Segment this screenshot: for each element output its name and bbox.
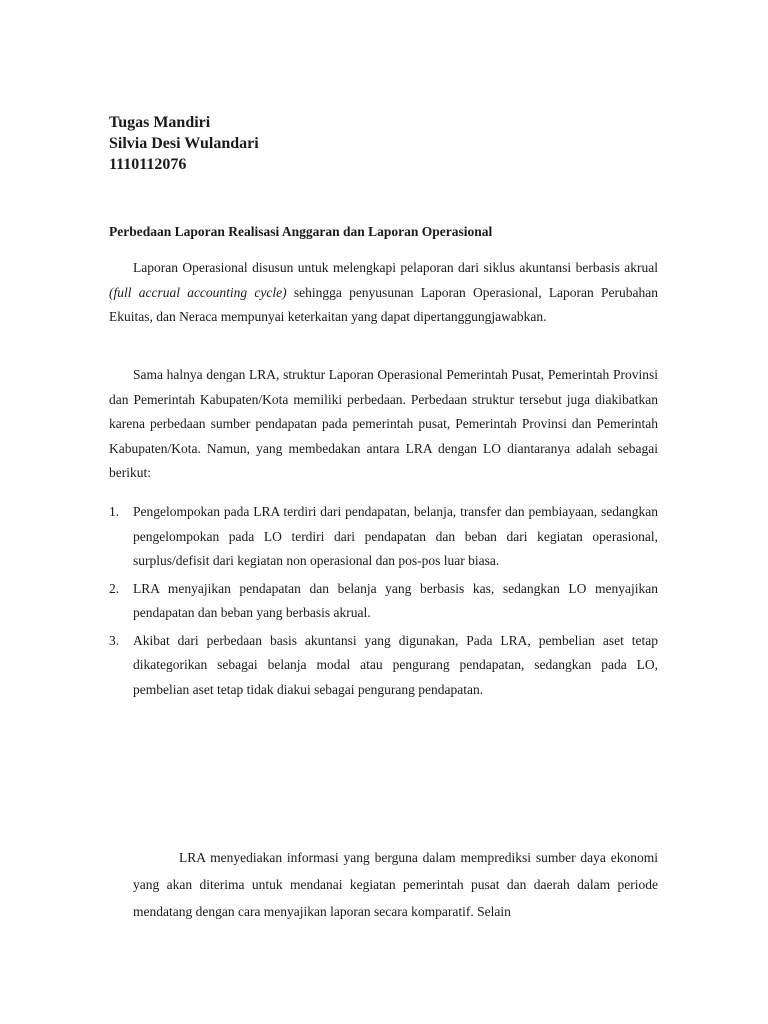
list-item-text: Pengelompokan pada LRA terdiri dari pendapatan, belanja, transfer dan pembiayaan, sedangkan pengelompokan pada LO terdiri dari pendapatan dan beban dari kegiatan operasional, surplus/defisit dari kegiatan non operasional dan pos-pos luar biasa. <box>133 504 658 568</box>
paragraph-1-text-after: sehingga penyusunan Laporan Operasional, Laporan Perubahan Ekuitas, dan Neraca mempunyai keterkaitan yang dapat dipertanggungjawabkan. <box>109 284 658 324</box>
author-name: Silvia Desi Wulandari <box>109 135 259 152</box>
paragraph-1-italic-term: (full accrual accounting cycle) <box>109 284 287 300</box>
difference-list <box>109 500 658 705</box>
document-title: Perbedaan Laporan Realisasi Anggaran dan Laporan Operasional <box>109 224 493 239</box>
paragraph-2: Sama halnya dengan LRA, struktur Laporan Operasional Pemerintah Pusat, Pemerintah Provinsi dan Pemerintah Kabupaten/Kota memiliki perbedaan. Perbedaan struktur tersebut juga diakibatkan karena perbedaan sumber pendapatan pada pemerintah pusat, Pemerintah Provinsi dan Pemerintah Kabupaten/Kota. Namun, yang membedakan antara LRA dengan LO diantaranya adalah sebagai berikut: <box>109 367 658 480</box>
list-item-number: 1. <box>109 504 120 519</box>
list-item-text: LRA menyajikan pendapatan dan belanja yang berbasis kas, sedangkan LO menyajikan pendapatan dan beban yang berbasis akrual. <box>133 580 658 620</box>
list-item <box>109 577 658 626</box>
paragraph-3: LRA menyediakan informasi yang berguna dalam memprediksi sumber daya ekonomi yang akan diterima untuk mendanai kegiatan pemerintah pusat dan daerah dalam periode mendatang dengan cara menyajikan laporan secara komparatif. Selain <box>133 850 658 919</box>
paragraph-1 <box>109 256 658 330</box>
assignment-label: Tugas Mandiri <box>109 114 211 131</box>
student-id: 1110112076 <box>109 156 187 173</box>
document-header <box>109 112 259 175</box>
list-item <box>109 500 658 574</box>
list-item-text: Akibat dari perbedaan basis akuntansi yang digunakan, Pada LRA, pembelian aset tetap dikategorikan sebagai belanja modal atau pengurang pendapatan, sedangkan pada LO, pembelian aset tetap tidak diakui sebagai pengurang pendapatan. <box>133 632 658 697</box>
paragraph-1-text-before: Laporan Operasional disusun untuk melengkapi pelaporan dari siklus akuntansi berbasis akrual <box>133 260 658 275</box>
list-item-number: 2. <box>109 580 120 596</box>
list-item-number: 3. <box>109 632 120 648</box>
list-item <box>109 629 658 703</box>
